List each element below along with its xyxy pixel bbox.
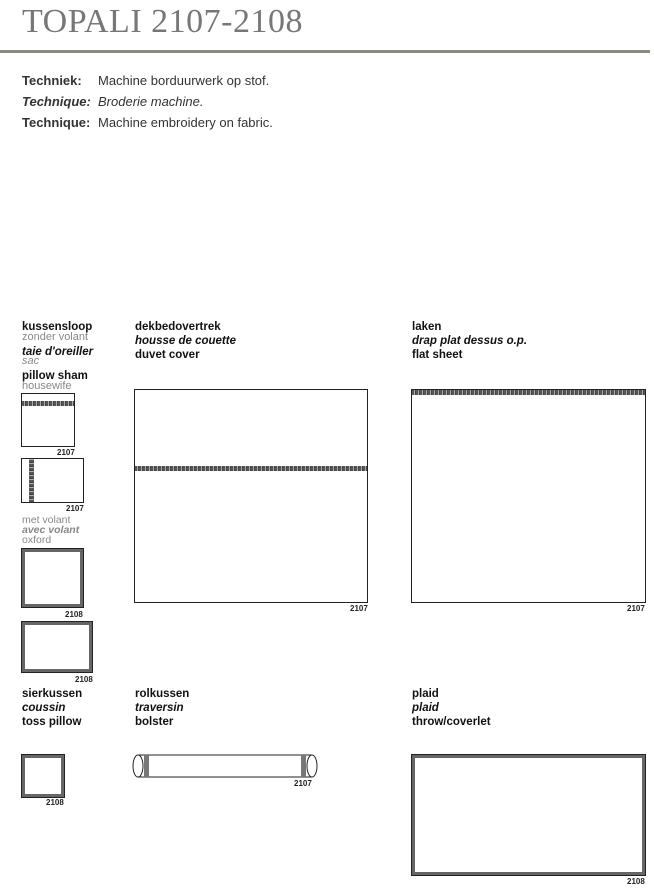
volant-label-nl: met volant [22, 514, 71, 526]
embroidery-band [29, 459, 34, 502]
technique-row-nl [22, 73, 269, 89]
throw-diagram [411, 754, 646, 876]
pillow-side-diagram [21, 458, 84, 503]
bolster-end-right [307, 755, 317, 777]
embroidery-band [301, 755, 306, 777]
toss-code: 2108 [46, 798, 64, 807]
page-title: TOPALI 2107-2108 [22, 3, 303, 40]
toss-label-fr: coussin [22, 702, 66, 714]
bolster-label-fr: traversin [135, 702, 184, 714]
toss-label-nl: sierkussen [22, 688, 83, 700]
bolster-label-nl: rolkussen [135, 688, 190, 700]
embroidery-band [135, 466, 367, 471]
embroidery-band [144, 755, 149, 777]
embroidery-band [412, 390, 645, 395]
pillow-label-en: pillow sham [22, 370, 88, 382]
technique-value-en: Machine embroidery on fabric. [98, 115, 273, 130]
technique-key-fr: Technique: [22, 94, 91, 109]
pillow-oxford-square-code: 2108 [65, 610, 83, 619]
pillow-oxford-rect-code: 2108 [75, 675, 93, 684]
pillow-sub-nl: zonder volant [22, 331, 89, 343]
technique-key-nl: Techniek: [22, 73, 82, 88]
volant-label-en: oxford [22, 534, 52, 546]
technique-value-nl: Machine borduurwerk op stof. [98, 73, 270, 88]
bolster-end-left [133, 755, 143, 777]
duvet-diagram [134, 389, 368, 603]
bolster-label-en: bolster [135, 716, 174, 728]
pillow-sub-en: housewife [22, 380, 72, 392]
bolster-code: 2107 [294, 779, 312, 788]
duvet-label-nl: dekbedovertrek [135, 321, 221, 333]
pillow-label-nl: kussensloop [22, 321, 93, 333]
sheet-label-en: flat sheet [412, 349, 463, 361]
sheet-label-nl: laken [412, 321, 442, 333]
sheet-label-fr: drap plat dessus o.p. [412, 335, 528, 347]
technique-key-en: Technique: [22, 115, 91, 130]
throw-label-en: throw/coverlet [412, 716, 491, 728]
throw-label-fr: plaid [412, 702, 439, 714]
sheet-diagram [411, 389, 646, 603]
pillow-sub-fr: sac [22, 355, 40, 367]
embroidery-band [22, 401, 74, 406]
duvet-label-fr: housse de couette [135, 335, 236, 347]
throw-label-nl: plaid [412, 688, 439, 700]
toss-label-en: toss pillow [22, 716, 82, 728]
duvet-label-en: duvet cover [135, 349, 200, 361]
pillow-housewife-code: 2107 [57, 448, 75, 457]
technique-row-fr [22, 94, 204, 110]
volant-label-fr: avec volant [22, 524, 80, 536]
technique-value-fr: Broderie machine. [98, 94, 204, 109]
pillow-oxford-square-diagram [21, 548, 84, 608]
pillow-housewife-diagram [21, 393, 75, 447]
sheet-code: 2107 [627, 604, 645, 613]
toss-diagram [21, 754, 65, 798]
pillow-side-code: 2107 [66, 504, 84, 513]
throw-code: 2108 [627, 877, 645, 886]
pillow-label-fr: taie d'oreiller [22, 346, 94, 358]
title-divider [0, 50, 650, 53]
pillow-oxford-rect-diagram [21, 621, 93, 673]
duvet-code: 2107 [350, 604, 368, 613]
bolster-diagram [132, 753, 320, 779]
bolster-body [138, 755, 312, 777]
technique-row-en [22, 115, 273, 131]
